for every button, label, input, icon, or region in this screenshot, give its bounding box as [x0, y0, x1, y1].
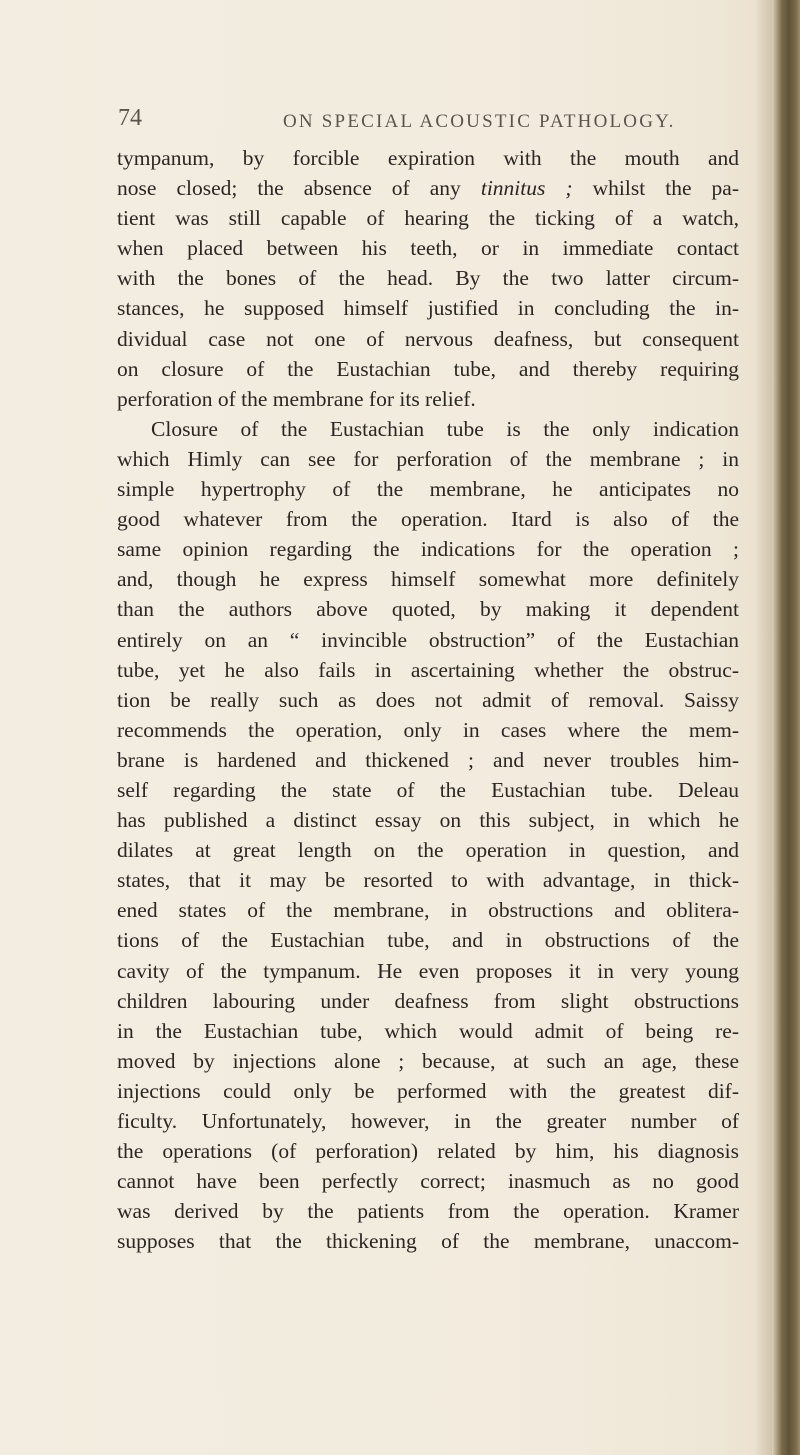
- text-span: whilst the pa-: [592, 176, 739, 201]
- text-line: ened states of the membrane, in obstructions and oblitera-: [117, 898, 739, 923]
- text-line: tions of the Eustachian tube, and in obstructions of the: [117, 928, 739, 953]
- page-number: 74: [118, 105, 142, 131]
- text-line: ficulty. Unfortunately, however, in the greater number of: [117, 1109, 739, 1133]
- text-line: [117, 173, 739, 203]
- text-line: cannot have been perfectly correct; inasmuch as no good: [117, 1169, 739, 1194]
- text-line: and, though he express himself somewhat more definitely: [117, 567, 739, 592]
- paragraph-start-line: Closure of the Eustachian tube is the only indication: [151, 416, 739, 441]
- text-line: when placed between his teeth, or in immediate contact: [117, 236, 739, 261]
- text-line: states, that it may be resorted to with advantage, in thick-: [117, 868, 739, 893]
- text-line: tient was still capable of hearing the ticking of a watch,: [117, 206, 739, 231]
- text-line: the operations (of perforation) related by him, his diagnosis: [117, 1139, 739, 1164]
- text-line: than the authors above quoted, by making it dependent: [117, 597, 739, 622]
- text-line: tympanum, by forcible expiration with the mouth and: [117, 146, 739, 170]
- text-line: perforation of the membrane for its relief.: [117, 386, 476, 411]
- text-line: on closure of the Eustachian tube, and thereby requiring: [117, 356, 739, 381]
- text-line: stances, he supposed himself justified in concluding the in-: [117, 296, 739, 321]
- text-line: was derived by the patients from the operation. Kramer: [117, 1199, 739, 1224]
- text-line: dividual case not one of nervous deafness, but consequent: [117, 326, 739, 351]
- text-line: injections could only be performed with the greatest dif-: [117, 1078, 739, 1103]
- page-binding-edge: [772, 0, 800, 1455]
- text-line: children labouring under deafness from slight obstructions: [117, 988, 739, 1013]
- page-gutter-shadow: [754, 0, 772, 1455]
- text-line: in the Eustachian tube, which would admit of being re-: [117, 1018, 739, 1043]
- italic-term: tinnitus ;: [480, 176, 573, 201]
- text-line: dilates at great length on the operation in question, and: [117, 838, 739, 863]
- text-line: good whatever from the operation. Itard is also of the: [117, 507, 739, 532]
- text-line: recommends the operation, only in cases where the mem-: [117, 717, 739, 742]
- text-line: brane is hardened and thickened ; and never troubles him-: [117, 747, 739, 772]
- text-line: which Himly can see for perforation of the membrane ; in: [117, 446, 739, 471]
- text-line: has published a distinct essay on this subject, in which he: [117, 808, 739, 833]
- running-title: ON SPECIAL ACOUSTIC PATHOLOGY.: [283, 111, 676, 132]
- text-line: entirely on an “ invincible obstruction” of the Eustachian: [117, 627, 739, 652]
- text-line: cavity of the tympanum. He even proposes it in very young: [117, 958, 739, 983]
- text-line: same opinion regarding the indications for the operation ;: [117, 537, 739, 562]
- text-span: nose closed; the absence of any: [117, 176, 461, 201]
- text-line: self regarding the state of the Eustachian tube. Deleau: [117, 777, 739, 802]
- text-line: moved by injections alone ; because, at such an age, these: [117, 1048, 739, 1073]
- text-line: tube, yet he also fails in ascertaining whether the obstruc-: [117, 657, 739, 682]
- text-line: tion be really such as does not admit of removal. Saissy: [117, 687, 739, 712]
- text-line: supposes that the thickening of the membrane, unaccom-: [117, 1229, 739, 1254]
- text-line: simple hypertrophy of the membrane, he anticipates no: [117, 477, 739, 502]
- text-line: with the bones of the head. By the two latter circum-: [117, 266, 739, 291]
- page-header: [118, 105, 738, 135]
- body-text: [117, 143, 739, 1256]
